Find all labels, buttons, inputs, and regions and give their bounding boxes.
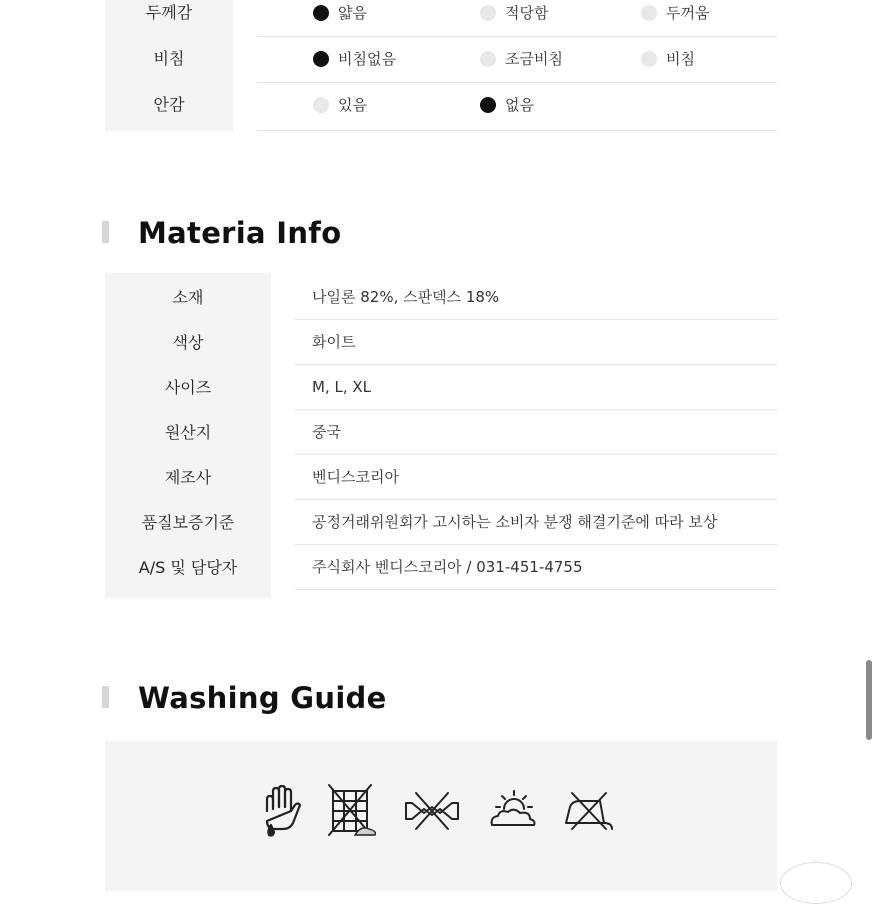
sheerness-option-none[interactable]: 비침없음 bbox=[313, 48, 396, 70]
no-tumble-dry-icon bbox=[325, 781, 385, 841]
shade-dry-icon bbox=[482, 781, 542, 841]
radio-selected-icon bbox=[480, 97, 496, 113]
row-divider bbox=[257, 130, 777, 131]
no-iron-icon bbox=[560, 781, 620, 841]
thickness-option-medium[interactable]: 적당함 bbox=[480, 2, 548, 24]
material-row-as bbox=[105, 545, 777, 590]
lining-label: 안감 bbox=[153, 95, 185, 114]
row-divider bbox=[295, 589, 777, 590]
manufacturer-value: 벤디스코리아 bbox=[312, 468, 399, 486]
radio-selected-icon bbox=[313, 5, 329, 21]
sheerness-option-sheer[interactable]: 비침 bbox=[641, 48, 695, 70]
row-divider bbox=[257, 36, 777, 37]
sheerness-option-slight[interactable]: 조금비침 bbox=[480, 48, 563, 70]
material-row-origin bbox=[105, 410, 777, 455]
washing-title-text: Washing Guide bbox=[138, 681, 387, 715]
color-label: 색상 bbox=[172, 333, 204, 352]
manufacturer-label: 제조사 bbox=[164, 468, 212, 487]
material-row-size bbox=[105, 365, 777, 410]
origin-value: 중국 bbox=[312, 423, 341, 441]
quality-value: 공정거래위원회가 고시하는 소비자 분쟁 해결기준에 따라 보상 bbox=[312, 513, 718, 531]
radio-unselected-icon bbox=[641, 5, 657, 21]
origin-label: 원산지 bbox=[164, 423, 212, 442]
material-title-text: Materia Info bbox=[138, 216, 342, 250]
section-accent-bar bbox=[102, 221, 109, 243]
lining-row bbox=[105, 92, 777, 137]
row-divider bbox=[257, 82, 777, 83]
lining-option-yes[interactable]: 있음 bbox=[313, 94, 367, 116]
no-wring-icon bbox=[402, 781, 462, 841]
section-accent-bar bbox=[102, 686, 109, 708]
radio-unselected-icon bbox=[313, 97, 329, 113]
size-label: 사이즈 bbox=[164, 378, 212, 397]
radio-selected-icon bbox=[313, 51, 329, 67]
radio-unselected-icon bbox=[641, 51, 657, 67]
material-row-fabric bbox=[105, 275, 777, 320]
floating-top-button[interactable] bbox=[780, 862, 852, 904]
size-value: M, L, XL bbox=[312, 378, 372, 396]
thickness-option-thick[interactable]: 두꺼움 bbox=[641, 2, 709, 24]
color-value: 화이트 bbox=[312, 333, 356, 351]
page-scrollbar-thumb[interactable] bbox=[866, 660, 872, 740]
washing-guide-panel bbox=[105, 741, 777, 891]
fabric-value: 나일론 82%, 스판덱스 18% bbox=[312, 288, 500, 306]
thickness-label: 두께감 bbox=[145, 3, 193, 22]
as-value: 주식회사 벤디스코리아 / 031-451-4755 bbox=[312, 558, 583, 576]
material-row-quality bbox=[105, 500, 777, 545]
washing-icons-row bbox=[105, 781, 777, 841]
as-label: A/S 및 담당자 bbox=[138, 558, 238, 577]
thickness-option-thin[interactable]: 얇음 bbox=[313, 2, 367, 24]
fabric-label: 소재 bbox=[172, 288, 204, 307]
material-row-color bbox=[105, 320, 777, 365]
material-row-manufacturer bbox=[105, 455, 777, 500]
sheerness-label: 비침 bbox=[153, 49, 185, 68]
radio-unselected-icon bbox=[480, 5, 496, 21]
lining-option-no[interactable]: 없음 bbox=[480, 94, 534, 116]
material-info-table bbox=[105, 273, 777, 598]
quality-label: 품질보증기준 bbox=[141, 513, 235, 532]
hand-wash-icon bbox=[257, 781, 317, 841]
radio-unselected-icon bbox=[480, 51, 496, 67]
